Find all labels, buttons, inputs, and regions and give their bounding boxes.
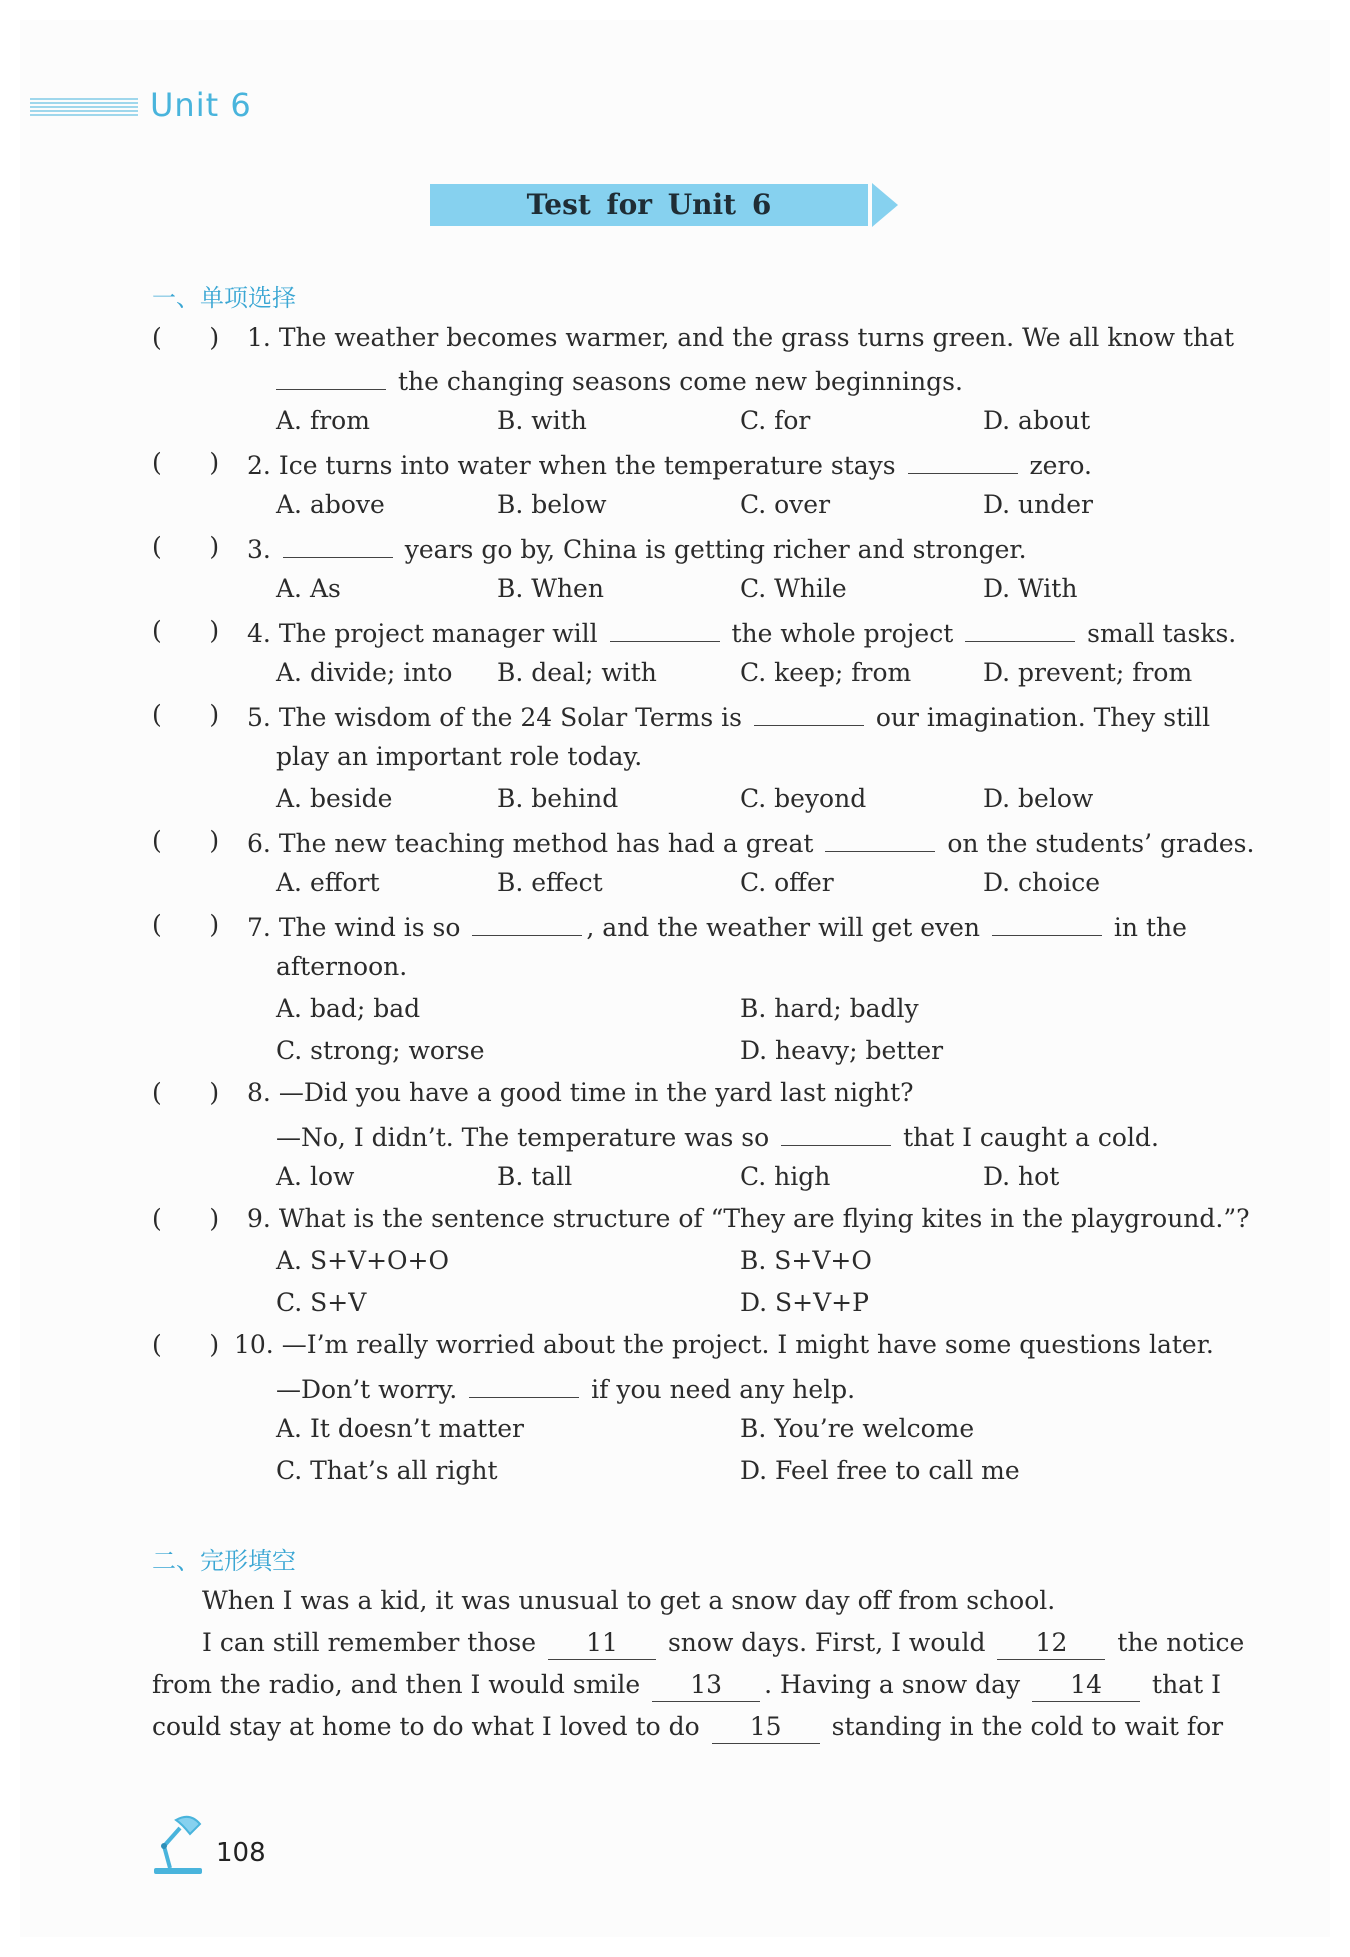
question-3-line1: 3. years go by, China is getting richer and stronger.: [247, 531, 1027, 566]
blank: [908, 447, 1018, 474]
answer-paren[interactable]: ( ): [152, 1078, 220, 1107]
question-7-option-b: B. hard; badly: [740, 994, 919, 1023]
question-5-option-d: D. below: [983, 784, 1094, 813]
question-1-option-c: C. for: [740, 406, 811, 435]
question-4-line1: 4. The project manager will the whole project small tasks.: [247, 615, 1236, 650]
blank: [992, 909, 1102, 936]
answer-paren[interactable]: ( ): [152, 323, 220, 352]
answer-paren[interactable]: ( ): [152, 1330, 220, 1359]
question-9-option-c: C. S+V: [276, 1288, 367, 1317]
question-1-option-a: A. from: [276, 406, 370, 435]
page-number: 108: [216, 1838, 266, 1868]
question-8-option-a: A. low: [276, 1162, 355, 1191]
question-2-option-a: A. above: [276, 490, 385, 519]
question-10-line2: —Don’t worry. if you need any help.: [276, 1371, 855, 1406]
question-9-option-d: D. S+V+P: [740, 1288, 869, 1317]
cloze-blank-11: 11: [548, 1627, 656, 1660]
desk-lamp-icon: [150, 1812, 208, 1876]
blank: [472, 909, 582, 936]
question-2-option-b: B. below: [497, 490, 607, 519]
question-4-option-b: B. deal; with: [497, 658, 657, 687]
answer-paren[interactable]: ( ): [152, 1204, 220, 1233]
question-6-option-c: C. offer: [740, 868, 834, 897]
question-1-line1: 1. The weather becomes warmer, and the grass turns green. We all know that: [247, 323, 1235, 352]
blank: [610, 615, 720, 642]
cloze-line-3: from the radio, and then I would smile 13 . Having a snow day 14 that I: [152, 1669, 1221, 1702]
question-6-line1: 6. The new teaching method has had a great on the students’ grades.: [247, 825, 1254, 860]
blank: [469, 1371, 579, 1398]
question-8-option-b: B. tall: [497, 1162, 573, 1191]
cloze-blank-15: 15: [712, 1711, 820, 1744]
section-title-choice: 一、单项选择: [152, 284, 296, 312]
question-3-option-a: A. As: [276, 574, 341, 603]
question-10-option-d: D. Feel free to call me: [740, 1456, 1020, 1485]
answer-paren[interactable]: ( ): [152, 700, 220, 729]
question-1-option-b: B. with: [497, 406, 587, 435]
question-10-option-c: C. That’s all right: [276, 1456, 498, 1485]
blank: [825, 825, 935, 852]
question-3-option-d: D. With: [983, 574, 1078, 603]
unit-decoration-stripes: [30, 98, 138, 120]
answer-paren[interactable]: ( ): [152, 826, 220, 855]
question-5-line1: 5. The wisdom of the 24 Solar Terms is our imagination. They still: [247, 699, 1210, 734]
question-7-option-a: A. bad; bad: [276, 994, 421, 1023]
question-3-option-c: C. While: [740, 574, 847, 603]
question-10-line1: 10. —I’m really worried about the project. I might have some questions later.: [234, 1330, 1214, 1359]
cloze-line-2: I can still remember those 11 snow days. First, I would 12 the notice: [202, 1627, 1244, 1660]
question-3-option-b: B. When: [497, 574, 604, 603]
question-6-option-d: D. choice: [983, 868, 1100, 897]
question-9-option-a: A. S+V+O+O: [276, 1246, 449, 1275]
question-9-option-b: B. S+V+O: [740, 1246, 872, 1275]
blank: [754, 699, 864, 726]
cloze-blank-12: 12: [997, 1627, 1105, 1660]
section-title-cloze: 二、完形填空: [152, 1547, 296, 1575]
cloze-line-1: When I was a kid, it was unusual to get a snow day off from school.: [202, 1586, 1056, 1615]
blank: [276, 363, 386, 390]
question-4-option-a: A. divide; into: [276, 658, 453, 687]
question-6-option-a: A. effort: [276, 868, 380, 897]
answer-paren[interactable]: ( ): [152, 910, 220, 939]
question-5-option-c: C. beyond: [740, 784, 867, 813]
question-7-option-d: D. heavy; better: [740, 1036, 944, 1065]
blank: [965, 615, 1075, 642]
question-8-option-d: D. hot: [983, 1162, 1060, 1191]
question-1-option-d: D. about: [983, 406, 1091, 435]
question-8-option-c: C. high: [740, 1162, 831, 1191]
question-2-option-c: C. over: [740, 490, 831, 519]
answer-paren[interactable]: ( ): [152, 532, 220, 561]
question-8-line2: —No, I didn’t. The temperature was so that I caught a cold.: [276, 1119, 1159, 1154]
question-2-line1: 2. Ice turns into water when the temperature stays zero.: [247, 447, 1092, 482]
blank: [781, 1119, 891, 1146]
unit-label: Unit 6: [150, 86, 252, 124]
blank: [283, 531, 393, 558]
test-title-banner: Test for Unit 6: [430, 184, 868, 226]
cloze-blank-14: 14: [1032, 1669, 1140, 1702]
question-7-line2: afternoon.: [276, 952, 408, 981]
question-5-line2: play an important role today.: [276, 742, 643, 771]
question-4-option-c: C. keep; from: [740, 658, 912, 687]
question-7-line1: 7. The wind is so , and the weather will get even in the: [247, 909, 1187, 944]
question-5-option-a: A. beside: [276, 784, 393, 813]
question-6-option-b: B. effect: [497, 868, 603, 897]
cloze-blank-13: 13: [652, 1669, 760, 1702]
question-7-option-c: C. strong; worse: [276, 1036, 485, 1065]
question-8-line1: 8. —Did you have a good time in the yard last night?: [247, 1078, 914, 1107]
question-10-option-a: A. It doesn’t matter: [276, 1414, 524, 1443]
banner-arrow-icon: [870, 181, 900, 229]
question-2-option-d: D. under: [983, 490, 1093, 519]
question-9-line1: 9. What is the sentence structure of “They are flying kites in the playground.”?: [247, 1204, 1250, 1233]
answer-paren[interactable]: ( ): [152, 616, 220, 645]
question-1-line2: the changing seasons come new beginnings.: [276, 363, 963, 398]
question-5-option-b: B. behind: [497, 784, 619, 813]
answer-paren[interactable]: ( ): [152, 448, 220, 477]
question-10-option-b: B. You’re welcome: [740, 1414, 975, 1443]
question-4-option-d: D. prevent; from: [983, 658, 1193, 687]
cloze-line-4: could stay at home to do what I loved to do 15 standing in the cold to wait for: [152, 1711, 1223, 1744]
